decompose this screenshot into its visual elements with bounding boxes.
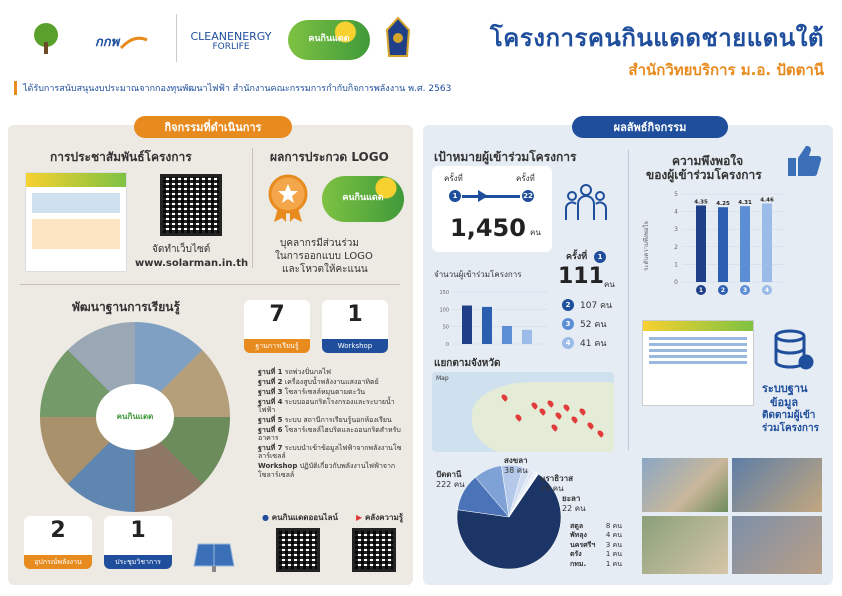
- website-qr-code[interactable]: [160, 174, 222, 236]
- stat-energy-kits-value: 2: [50, 518, 66, 543]
- province-row: กทม. 1 คน: [570, 559, 622, 568]
- category-label: 3: [742, 287, 748, 294]
- page-title: โครงการคนกินแดดชายแดนใต้: [489, 24, 824, 52]
- pie-label-pattani: ปัตตานี 222 คน: [436, 470, 465, 489]
- tick-label: 0: [674, 279, 678, 286]
- learning-bases-list: [258, 368, 403, 481]
- thumbs-up-icon: [786, 144, 822, 182]
- funding-statement: ได้รับการสนับสนุนงบประมาณจากกองทุนพัฒนาไฟฟ้า สำนักงานคณะกรรมการกำกับกิจการพลังงาน พ.ศ. 2563: [14, 81, 451, 95]
- pr-title: การประชาสัมพันธ์โครงการ: [50, 150, 192, 164]
- facebook-label[interactable]: ● คนกินแดดออนไลน์: [262, 513, 338, 522]
- winning-logo: คนกินแดด: [322, 176, 404, 222]
- tick-label: 2: [674, 243, 678, 251]
- tick-label: 50: [442, 324, 449, 331]
- logo-contest-title: ผลการประกวด LOGO: [270, 150, 389, 164]
- category-label: 1: [698, 287, 704, 294]
- stat-workshop: [322, 300, 388, 352]
- bar: [462, 306, 472, 344]
- electricity-fund-logo: [20, 16, 72, 62]
- bar: [502, 326, 512, 344]
- attendance-chart: [430, 284, 550, 350]
- base-item: ฐานที่ 7 ระบบนำเข้าข้อมูลไฟฟ้าจากพลังงานโซลาร์เซลล์: [258, 444, 402, 461]
- stat-energy-kits: [24, 516, 92, 568]
- stat-workshop-label: Workshop: [322, 339, 388, 353]
- solar-panel-icon: [192, 540, 236, 578]
- province-row: พัทลุง 4 คน: [570, 531, 622, 540]
- y-axis-label: ระดับความพึงพอใจ: [643, 221, 650, 271]
- clean-energy-logo: [186, 24, 276, 60]
- base-item: ฐานที่ 1 รถพ่วงปั่นกลไฟ: [258, 368, 331, 376]
- attendance-row: 2 107 คน: [562, 298, 612, 312]
- tick-label: 0: [445, 342, 449, 348]
- stat-meeting-label: ประชุมวิชาการ: [104, 555, 172, 569]
- tick-label: 4: [674, 208, 678, 216]
- attendance-first-unit: คน: [604, 280, 615, 289]
- event-photo-1: [642, 458, 728, 512]
- facebook-icon: ●: [262, 513, 269, 522]
- category-label: 2: [720, 287, 726, 294]
- clean-energy-text: CLEANENERGY: [190, 30, 272, 43]
- tick-label: 1: [674, 261, 678, 269]
- base-item: Workshop ปฏิบัติเกี่ยวกับพลังงานไฟฟ้าจากโซลาร์เซลล์: [258, 462, 396, 479]
- target-arrow: [462, 195, 520, 198]
- header-divider: [176, 14, 177, 62]
- stat-workshop-value: 1: [347, 302, 363, 327]
- tick-label: 150: [439, 290, 449, 296]
- stat-learning-bases: [244, 300, 310, 352]
- attendance-first-dot: 1: [594, 251, 606, 263]
- province-map[interactable]: [432, 372, 614, 452]
- satisfaction-title-2: ของผู้เข้าร่วมโครงการ: [646, 168, 762, 182]
- stat-meeting: [104, 516, 172, 568]
- facebook-qr-code[interactable]: [276, 528, 320, 572]
- youtube-qr-code[interactable]: [352, 528, 396, 572]
- target-title: เป้าหมายผู้เข้าร่วมโครงการ: [434, 150, 577, 164]
- results-divider: [628, 150, 629, 450]
- bar: [522, 330, 532, 344]
- map-label: Map: [436, 375, 449, 382]
- province-row: นครศรีฯ 3 คน: [570, 540, 622, 549]
- data-label: 4.46: [760, 197, 774, 204]
- website-label: จัดทำเว็บไซต์: [152, 244, 211, 255]
- database-screenshot: [642, 320, 754, 406]
- target-from-dot: 1: [449, 190, 461, 202]
- tick-label: 100: [439, 307, 449, 314]
- base-item: ฐานที่ 6 โซลาร์เซลล์ไฮบริดและออนกริดสำหรับอาคาร: [258, 426, 401, 443]
- learning-photo-circle: [40, 322, 230, 512]
- province-row: ตรัง 1 คน: [570, 550, 622, 559]
- pie-label-songkhla: สงขลา 38 คน: [504, 456, 528, 475]
- target-to-label: ครั้งที่: [516, 174, 535, 183]
- arrow-head-icon: [478, 190, 488, 202]
- satisfaction-chart: [638, 186, 788, 300]
- target-to-dot: 22: [523, 192, 533, 200]
- base-item: ฐานที่ 3 โซลาร์เซลล์หมุนตามตะวัน: [258, 388, 366, 397]
- award-medal-icon: [266, 172, 310, 228]
- target-from-label: ครั้งที่: [444, 174, 463, 183]
- bar: [718, 207, 728, 282]
- database-icon: [772, 328, 816, 378]
- attendance-first-value: 111: [558, 264, 604, 289]
- base-item: ฐานที่ 5 ระบบ สถานีการเรียนรู้นอกห้องเรียน: [258, 416, 392, 425]
- event-photo-2: [732, 458, 822, 512]
- solarman-logo: คนกินแดด: [288, 20, 370, 60]
- attendance-row: 3 52 คน: [562, 317, 612, 331]
- attendance-first-label: ครั้งที่: [566, 252, 588, 262]
- youtube-icon: ▶: [356, 513, 363, 522]
- logo-contest-text-1: บุคลากรมีส่วนร่วม: [280, 238, 359, 249]
- event-photo-4: [732, 516, 822, 574]
- logo-contest-text-3: และโหวตให้คะแนน: [282, 264, 368, 275]
- activities-section-title: กิจกรรมที่ดำเนินการ: [134, 116, 292, 138]
- results-section-title: ผลลัพธ์กิจกรรม: [572, 116, 728, 138]
- bar: [696, 205, 706, 282]
- event-photo-3: [642, 516, 728, 574]
- website-url[interactable]: www.solarman.in.th: [135, 258, 249, 269]
- youtube-label[interactable]: ▶ คลังความรู้: [356, 513, 404, 522]
- category-label: 4: [764, 287, 770, 294]
- database-text-4: ร่วมโครงการ: [762, 423, 819, 434]
- stat-energy-kits-label: อุปกรณ์พลังงาน: [24, 555, 92, 569]
- tick-label: 5: [674, 191, 678, 198]
- land-region: [472, 382, 614, 452]
- logo-contest-text-2: ในการออกแบบ LOGO: [275, 251, 373, 262]
- erc-logo: กกพ: [82, 28, 162, 58]
- satisfaction-title-1: ความพึงพอใจ: [672, 154, 744, 168]
- website-screenshot: [25, 172, 127, 272]
- bar: [762, 204, 772, 282]
- data-label: 4.35: [694, 199, 708, 206]
- pie-label-narathiwat: นราธิวาส 29 คน: [540, 474, 574, 493]
- psu-seal-logo: [380, 14, 416, 62]
- attendance-rows: [562, 298, 612, 350]
- center-logo: คนกินแดด: [96, 384, 174, 450]
- attendance-title: จำนวนผู้เข้าร่วมโครงการ: [434, 270, 522, 279]
- data-label: 4.25: [716, 201, 730, 208]
- stat-learning-bases-label: ฐานการเรียนรู้: [244, 339, 310, 353]
- target-unit: คน: [530, 228, 541, 237]
- base-item: ฐานที่ 2 เครื่องสูบน้ำพลังงานแสงอาทิตย์: [258, 378, 379, 387]
- other-provinces-list: [570, 522, 622, 569]
- base-item: ฐานที่ 4 ระบบออนกริดโรงกรองและระบายน้ำไฟฟ้า: [258, 398, 395, 415]
- target-total: 1,450: [450, 214, 526, 242]
- people-icon: [562, 180, 610, 232]
- pr-divider: [252, 148, 253, 268]
- bar: [482, 307, 492, 344]
- tick-label: 3: [674, 226, 678, 234]
- stat-meeting-value: 1: [130, 518, 146, 543]
- for-life-text: FORLIFE: [212, 42, 250, 53]
- pie-label-yala: ยะลา 22 คน: [562, 494, 586, 513]
- database-text-2: ข้อมูล: [770, 396, 799, 409]
- database-text-1: ระบบฐาน: [762, 382, 808, 395]
- attendance-row: 4 41 คน: [562, 336, 612, 350]
- stat-learning-bases-value: 7: [269, 302, 285, 327]
- bar: [740, 206, 750, 282]
- section-divider: [20, 284, 400, 285]
- data-label: 4.31: [738, 200, 752, 207]
- provinces-title: แยกตามจังหวัด: [434, 358, 501, 369]
- province-row: สตูล 8 คน: [570, 522, 622, 530]
- learning-title: พัฒนาฐานการเรียนรู้: [72, 300, 180, 314]
- page-subtitle: สำนักวิทยบริการ ม.อ. ปัตตานี: [628, 61, 824, 79]
- database-text-3: ติดตามผู้เข้า: [762, 410, 816, 421]
